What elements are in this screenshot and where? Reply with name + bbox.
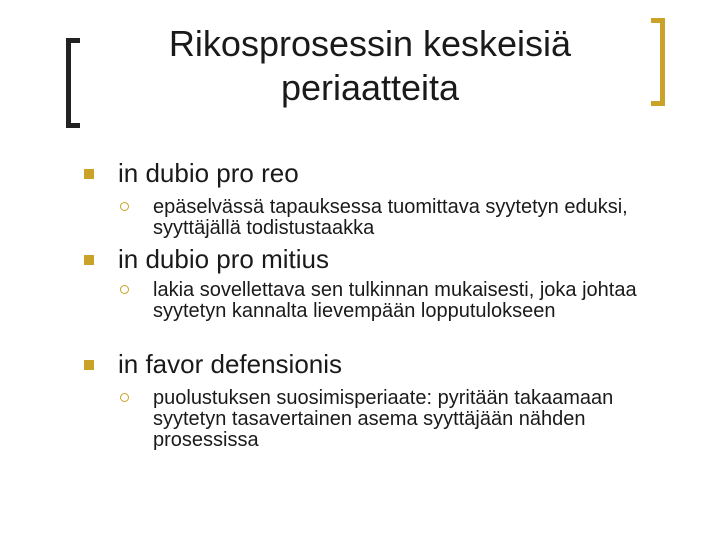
square-bullet-icon: [84, 169, 94, 179]
slide-title-line1: Rikosprosessin keskeisiä: [168, 23, 572, 64]
title-bracket-right: [651, 18, 665, 106]
circle-bullet-icon: [120, 393, 129, 402]
sub-bullet-text: epäselvässä tapauksessa tuomittava syytetyn eduksi, syyttäjällä todistustaakka: [153, 196, 628, 239]
square-bullet-icon: [84, 255, 94, 265]
sub-bullet-text: lakia sovellettava sen tulkinnan mukaisesti, joka johtaa syytetyn kannalta lievempään lopputulokseen: [153, 279, 637, 322]
bullet-heading: in dubio pro reo: [118, 158, 299, 188]
slide-title-line2: periaatteita: [280, 67, 460, 108]
bullet-heading: in dubio pro mitius: [118, 244, 329, 274]
bullet-heading: in favor defensionis: [118, 349, 343, 379]
circle-bullet-icon: [120, 285, 129, 294]
slide-title: [100, 22, 640, 110]
title-bracket-left: [66, 38, 80, 128]
square-bullet-icon: [84, 360, 94, 370]
circle-bullet-icon: [120, 202, 129, 211]
sub-bullet-text: puolustuksen suosimisperiaate: pyritään takaamaan syytetyn tasavertainen asema syyttäjään nähden prosessissa: [153, 387, 614, 451]
